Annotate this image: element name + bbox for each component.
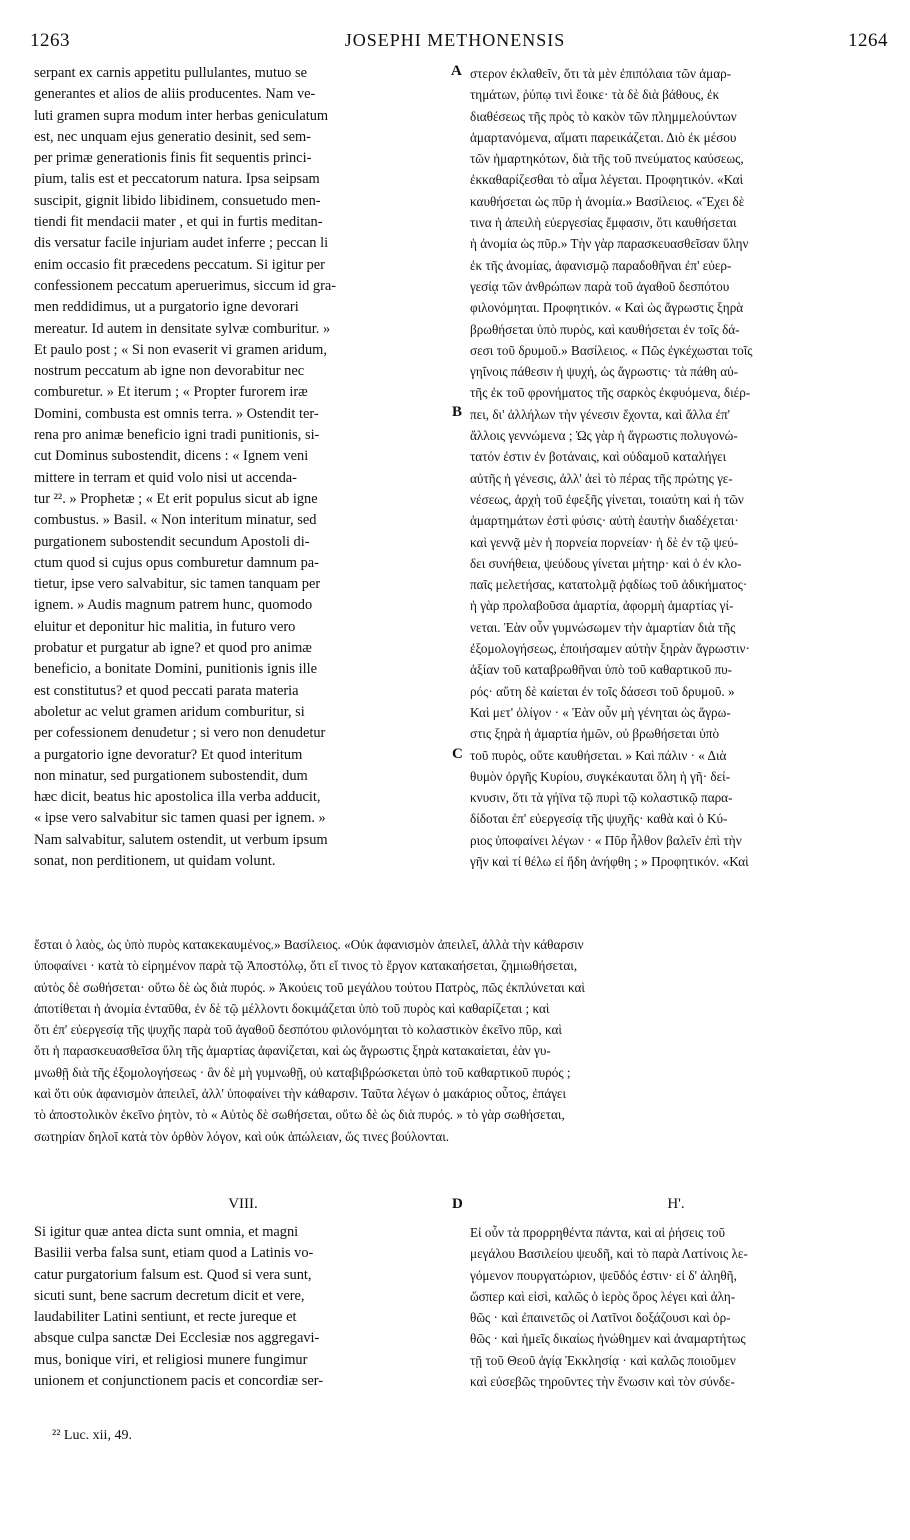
greek-line: Καὶ μετ' ὀλίγον · « Ἐὰν οὖν μὴ γένηται ὡς ἄγρω- <box>470 704 731 720</box>
latin-line: combustus. » Basil. « Non interitum minatur, sed <box>34 512 317 529</box>
greek-line: ἡ γὰρ προλαβοῦσα ἁμαρτία, ἀφορμὴ ἁμαρτίας γί- <box>470 598 734 614</box>
greek-wide-line: ἀποτίθεται ἡ ἀνομία ἐνταῦθα, ἐν δὲ τῷ μέλλοντι δοκιμάζεται ὑπὸ τοῦ πυρὸς καὶ καθαρίζεται ; καὶ <box>34 1000 550 1016</box>
latin-line: a purgatorio igne devoratur? Et quod interitum <box>34 746 303 763</box>
greek-line: φιλονόμηται. Προφητικόν. « Καὶ ὡς ἄγρωστις ξηρὰ <box>470 300 744 316</box>
latin-line: suscipit, gignit libido libidinem, consuetudo men- <box>34 192 321 209</box>
greek-wide-line: ὅτι ἐπ' εὐεργεσίᾳ τῆς ψυχῆς παρὰ τοῦ ἀγαθοῦ δεσπότου φιλονόμηται τὸ κολαστικὸν ἐκεῖνο πῦρ, καὶ <box>34 1022 562 1038</box>
latin-line: Nam salvabitur, salutem ostendit, ut verbum ipsum <box>34 831 328 848</box>
latin-bottom-line: Basilii verba falsa sunt, etiam quod a Latinis vo- <box>34 1245 314 1262</box>
latin-bottom-line: Si igitur quæ antea dicta sunt omnia, et magni <box>34 1224 299 1240</box>
latin-line: « ipse vero salvabitur sic tamen quasi per ignem. » <box>34 810 326 827</box>
greek-line: καὶ γεννᾷ μὲν ἡ πορνεία πορνείαν· ἡ δὲ ἐν τῷ ψεύ- <box>470 534 739 550</box>
greek-line: διαθέσεως τῆς πρὸς τὸ κακὸν τῶν πλημμελούντων <box>470 108 737 124</box>
greek-line: βρωθήσεται ὑπὸ πυρὸς, καὶ καυθήσεται ἐν τοῖς δά- <box>470 321 740 337</box>
greek-line: ἀξίαν τοῦ καταβρωθῆναι ὑπὸ τοῦ καθαρτικοῦ πυ- <box>470 662 733 678</box>
greek-line: γηΐνοις πάθεσιν ἡ ψυχή, ὡς ἄγρωστις· τὰ πάθη αὐ- <box>470 364 739 380</box>
latin-line: tiendi fit mendacii mater , et qui in furtis meditan- <box>34 214 323 231</box>
latin-line: est, nec unquam ejus generatio desinit, sed sem- <box>34 128 311 145</box>
latin-line: sonat, non perditionem, ut quidam volunt. <box>34 852 276 869</box>
latin-line: tur ²². » Prophetæ ; « Et erit populus sicut ab igne <box>34 490 318 507</box>
latin-line: men reddidimus, ut a purgatorio igne devorari <box>34 299 299 316</box>
greek-wide-line: μνωθῇ διὰ τῆς ἐξομολογήσεως · ἂν δὲ μὴ γυμνωθῇ, οὐ καταβιβρώσκεται ὑπὸ τοῦ καθαρτικοῦ πυρός ; <box>34 1064 571 1080</box>
greek-line: στερον ἐκλαθεῖν, ὅτι τὰ μὲν ἐπιπόλαια τῶν ἀμαρ- <box>470 66 732 81</box>
latin-column-bottom <box>34 1222 452 1392</box>
latin-line: luti gramen supra modum inter herbas geniculatum <box>34 107 329 124</box>
greek-line: νέσεως, ἀρχὴ τοῦ ἐφεξῆς γίνεται, τοιαύτη καὶ ἡ τῶν <box>470 491 744 507</box>
latin-bottom-line: catur purgatorium falsum est. Quod si vera sunt, <box>34 1266 312 1283</box>
greek-bottom-line: θῶς · καὶ ἐπαινετῶς οἱ Λατῖνοι δοξάζουσι καὶ ὀρ- <box>470 1310 731 1326</box>
page-number-left: 1263 <box>30 30 70 51</box>
latin-line: confessionem peccatum aperuerimus, siccum id gra- <box>34 277 337 294</box>
latin-line: probatur et purgatur ab igne? et quod pro animæ <box>34 640 312 657</box>
greek-bottom-line: γόμενον πουργατώριον, ψεῦδός ἐστιν· εἰ δ' ἀληθῆ, <box>470 1267 737 1283</box>
latin-line: aboletur ac velut gramen aridum comburitur, si <box>34 703 305 720</box>
running-title: JOSEPHI METHONENSIS <box>344 30 566 50</box>
greek-wide-paragraph <box>34 934 884 1147</box>
greek-line: ἡ ἀνομία ὡς πῦρ.» Τὴν γὰρ παρασκευασθεῖσαν ὕλην <box>470 236 749 252</box>
greek-line: ἐκκαθαρίζεσθαι τὸ αἷμα λέγεται. Προφητικόν. «Καὶ <box>470 172 744 188</box>
latin-line: non minatur, sed purgationem subostendit, dum <box>34 767 308 784</box>
greek-bottom-line: ὥσπερ καὶ εἰσὶ, καλῶς ὁ ἱερὸς ὅρος λέγει καὶ ἀλη- <box>470 1288 736 1304</box>
section-heading-greek: Η'. <box>667 1196 685 1212</box>
latin-line: cut Dominus subostendit, dicens : « Ignem veni <box>34 448 309 465</box>
latin-line: comburetur. » Et iterum ; « Propter furorem iræ <box>34 384 308 401</box>
greek-line: δίδοται ἐπ' εὐεργεσίᾳ τῆς ψυχῆς· καθὰ καὶ ὁ Κύ- <box>470 811 728 827</box>
latin-line: serpant ex carnis appetitu pullulantes, mutuo se <box>34 65 307 81</box>
greek-line: τημάτων, ῥύπῳ τινὶ ἔοικε· τὰ δὲ διὰ βάθους, ἐκ <box>470 87 720 103</box>
latin-line: hæc dicit, beatus hic apostolica illa verba adducit, <box>34 789 321 806</box>
greek-line: γεσίᾳ τῶν ἀνθρώπων παρὰ τοῦ ἀγαθοῦ δεσπότου <box>470 278 730 294</box>
latin-line: dis versatur facile injuriam audet inferre ; peccan li <box>34 235 329 252</box>
greek-line: σεσι τοῦ δρυμοῦ.» Βασίλειος. « Πῶς ἐγκέχωσται τοῖς <box>470 342 753 358</box>
latin-line: nostrum peccatum ab igne non devorabitur nec <box>34 363 305 380</box>
greek-bottom-line: θῶς · καὶ ἡμεῖς δικαίως ἡνώθημεν καὶ ἀναμαρτήτως <box>470 1331 746 1347</box>
greek-line: παῖς μελετήσας, κατατολμᾷ ῥᾳδίως τοῦ ἀδικήματος· <box>470 577 748 593</box>
latin-bottom-line: laudabiliter Latini sentiunt, et recte jureque et <box>34 1309 297 1326</box>
greek-line: τοῦ πυρὸς, οὔτε καυθήσεται. » Καὶ πάλιν · « Διὰ <box>470 747 727 763</box>
latin-line: beneficio, a bonitate Domini, punitionis ignis ille <box>34 661 317 678</box>
latin-bottom-line: unionem et conjunctionem pacis et concordiæ ser- <box>34 1373 324 1390</box>
greek-line: πει, δι' ἀλλήλων τὴν γένεσιν ἔχοντα, καὶ ἄλλα ἐπ' <box>470 406 731 422</box>
greek-line: ρός· αὕτη δὲ καίεται ἐν τοῖς δάσεσι τοῦ δρυμοῦ. » <box>470 683 735 699</box>
greek-line: τινα ἡ ἀπειλὴ εὐεργεσίας ἔμφασιν, ὅτι καυθήσεται <box>470 215 737 231</box>
latin-line: rena pro animæ beneficio igni tradi punitionis, si- <box>34 427 320 444</box>
greek-line: δει συνήθεια, ψεύδους γίνεται μήτηρ· καὶ ὁ ἐν κλο- <box>470 555 742 571</box>
latin-line: est constitutus? et quod peccati parata materia <box>34 682 299 699</box>
latin-line: mereatur. Id autem in densitate sylvæ comburitur. » <box>34 320 331 337</box>
latin-line: pium, talis est et peccatorum natura. Ipsa seipsam <box>34 171 320 188</box>
greek-column-top <box>470 63 882 872</box>
greek-bottom-line: τῇ τοῦ Θεοῦ ἁγίᾳ Ἐκκλησίᾳ · καὶ καλῶς ποιοῦμεν <box>470 1352 736 1368</box>
greek-wide-line: καὶ ὅτι οὐκ ἀφανισμὸν ἀπειλεῖ, ἀλλ' ὑποφαίνει τὴν κάθαρσιν. Ταῦτα λέγων ὁ μακάριος οὗτος, ἐπάγει <box>34 1086 566 1102</box>
greek-line: νεται. Ἐὰν οὖν γυμνώσωμεν τὴν ἁμαρτίαν διὰ τῆς <box>470 619 736 635</box>
margin-marker-d: D <box>452 1196 463 1212</box>
latin-line: tietur, ipse vero salvabitur, sic tamen tanquam per <box>34 576 321 593</box>
greek-line: ἁμαρτανόμενα, αἵματι παρεικάζεται. Διὸ ἐκ μέσου <box>470 129 737 145</box>
section-heading-latin: VIII. <box>228 1196 258 1212</box>
greek-line: ἐκ τῆς ἀνομίας, ἀφανισμῷ παραδοθῆναι ἐπ' εὐερ- <box>470 257 732 273</box>
latin-line: Et paulo post ; « Si non evaserit vi gramen aridum, <box>34 341 327 358</box>
latin-line: ctum quod si cujus opus comburetur damnum pa- <box>34 554 319 571</box>
margin-marker-a: A <box>451 63 462 79</box>
greek-wide-line: ἔσται ὁ λαὸς, ὡς ὑπὸ πυρὸς κατακεκαυμένος.» Βασίλειος. «Οὐκ ἀφανισμὸν ἀπειλεῖ, ἀλλὰ τὴν κάθαρσιν <box>34 937 584 952</box>
greek-line: θυμὸν ὀργῆς Κυρίου, συγκέκαυται ὅλη ἡ γῆ· δεί- <box>470 768 731 784</box>
greek-line: τῆς ἐκ τοῦ φρονήματος τῆς σαρκὸς ἐκφυόμενα, διέρ- <box>470 385 751 401</box>
margin-marker-b: B <box>452 404 463 420</box>
page-number-right: 1264 <box>848 30 888 51</box>
greek-line: ἁμαρτημάτων ἐστὶ φύσις· αὐτὴ ἑαυτὴν διαδέχεται· <box>470 513 739 529</box>
greek-line: τῶν ἡμαρτηκότων, διὰ τῆς τοῦ πνεύματος καύσεως, <box>470 151 744 167</box>
greek-wide-line: ὑποφαίνει · κατὰ τὸ εἰρημένον παρὰ τῷ Ἀποστόλῳ, ὅτι εἴ τινος τὸ ἔργον κατακαήσεται, ζημιωθήσεται, <box>34 958 578 974</box>
greek-line: καυθήσεται ὡς πῦρ ἡ ἀνομία.» Βασίλειος. «Ἔχει δὲ <box>470 193 745 209</box>
greek-line: αὐτῆς ἡ γένεσις, ἀλλ' ἀεὶ τὸ πέρας τῆς πρώτης γε- <box>470 470 733 486</box>
greek-line: ἄλλοις γεννώμενα ; Ὡς γὰρ ἡ ἄγρωστις πολυγονώ- <box>470 428 738 444</box>
greek-wide-line: ὅτι ἡ παρασκευασθεῖσα ὕλη τῆς ἁμαρτίας ἀφανίζεται, καὶ ὡς ἄγρωστις ξηρὰ κατακαίεται, ἐὰν γυ- <box>34 1043 551 1059</box>
greek-wide-line: σωτηρίαν δηλοῖ κατὰ τὸν ὀρθὸν λόγον, καὶ οὐκ ἀπώλειαν, ὥς τινες βούλονται. <box>34 1128 450 1144</box>
latin-line: ignem. » Audis magnum patrem hunc, quomodo <box>34 597 313 614</box>
greek-column-bottom <box>470 1222 882 1392</box>
latin-line: purgationem subostendit secundum Apostoli di- <box>34 533 310 550</box>
greek-line: γῆν καὶ τί θέλω εἰ ἤδη ἀνήφθη ; » Προφητικόν. «Καὶ <box>470 853 749 869</box>
greek-wide-line: τὸ ἀποστολικὸν ἐκεῖνο ῥητὸν, τὸ « Αὐτὸς δὲ σωθήσεται, οὕτω δὲ ὡς διὰ πυρός. » τὸ γὰρ σωθήσεται, <box>34 1107 565 1123</box>
greek-bottom-line: Εἰ οὖν τὰ προρρηθέντα πάντα, καὶ αἱ ῥήσεις τοῦ <box>470 1225 725 1240</box>
latin-column-top <box>34 63 452 872</box>
greek-bottom-line: καὶ εὐσεβῶς τηροῦντες τὴν ἕνωσιν καὶ τὸν σύνδε- <box>470 1374 735 1390</box>
greek-line: ριος ὑποφαίνει λέγων · « Πῦρ ἦλθον βαλεῖν ἐπὶ τὴν <box>470 832 742 848</box>
greek-line: ἐξομολογήσεως, ἐποιήσαμεν αὐτὴν ξηρὰν ἄγρωστιν· <box>470 641 750 657</box>
latin-bottom-line: sicuti sunt, bene sacrum decretum dicit et vere, <box>34 1287 305 1304</box>
latin-line: mittere in terram et quid volo nisi ut accenda- <box>34 469 297 486</box>
latin-line: Domini, combusta est omnis terra. » Ostendit ter- <box>34 405 319 422</box>
latin-bottom-line: mus, bonique viri, et religiosi munere fungimur <box>34 1351 308 1368</box>
latin-bottom-line: absque culpa sanctæ Dei Ecclesiæ nos aggregavi- <box>34 1330 320 1347</box>
greek-line: κνυσιν, ὅτι τὰ γήϊνα τῷ πυρὶ τῷ κολαστικῷ παρα- <box>470 790 733 806</box>
margin-marker-c: C <box>452 746 463 762</box>
latin-line: per primæ generationis finis fit sequentis princi- <box>34 150 312 167</box>
latin-line: per cofessionem denudetur ; si vero non denudetur <box>34 725 326 742</box>
latin-line: enim occasio fit præcedens peccatum. Si igitur per <box>34 256 325 273</box>
greek-line: στις ξηρὰ ἡ ἁμαρτία ἡμῶν, οὐ βρωθήσεται ὑπὸ <box>470 726 720 742</box>
greek-bottom-line: μεγάλου Βασιλείου ψευδῆ, καὶ τὸ παρὰ Λατίνοις λε- <box>470 1246 748 1262</box>
footnote: ²² Luc. xii, 49. <box>52 1428 132 1443</box>
latin-line: generantes et alios de aliis producentes. Nam ve- <box>34 86 316 103</box>
greek-line: τατόν ἐστιν ἐν βοτάναις, καὶ οὐδαμοῦ καταλήγει <box>470 449 727 465</box>
greek-wide-line: αὐτὸς δὲ σωθήσεται· οὕτω δὲ ὡς διὰ πυρός. » Ἀκούεις τοῦ μεγάλου τούτου Πατρὸς, πῶς ἐκπλύνεται καὶ <box>34 979 585 995</box>
latin-line: eluitur et deponitur hic malitia, in futuro vero <box>34 618 296 635</box>
